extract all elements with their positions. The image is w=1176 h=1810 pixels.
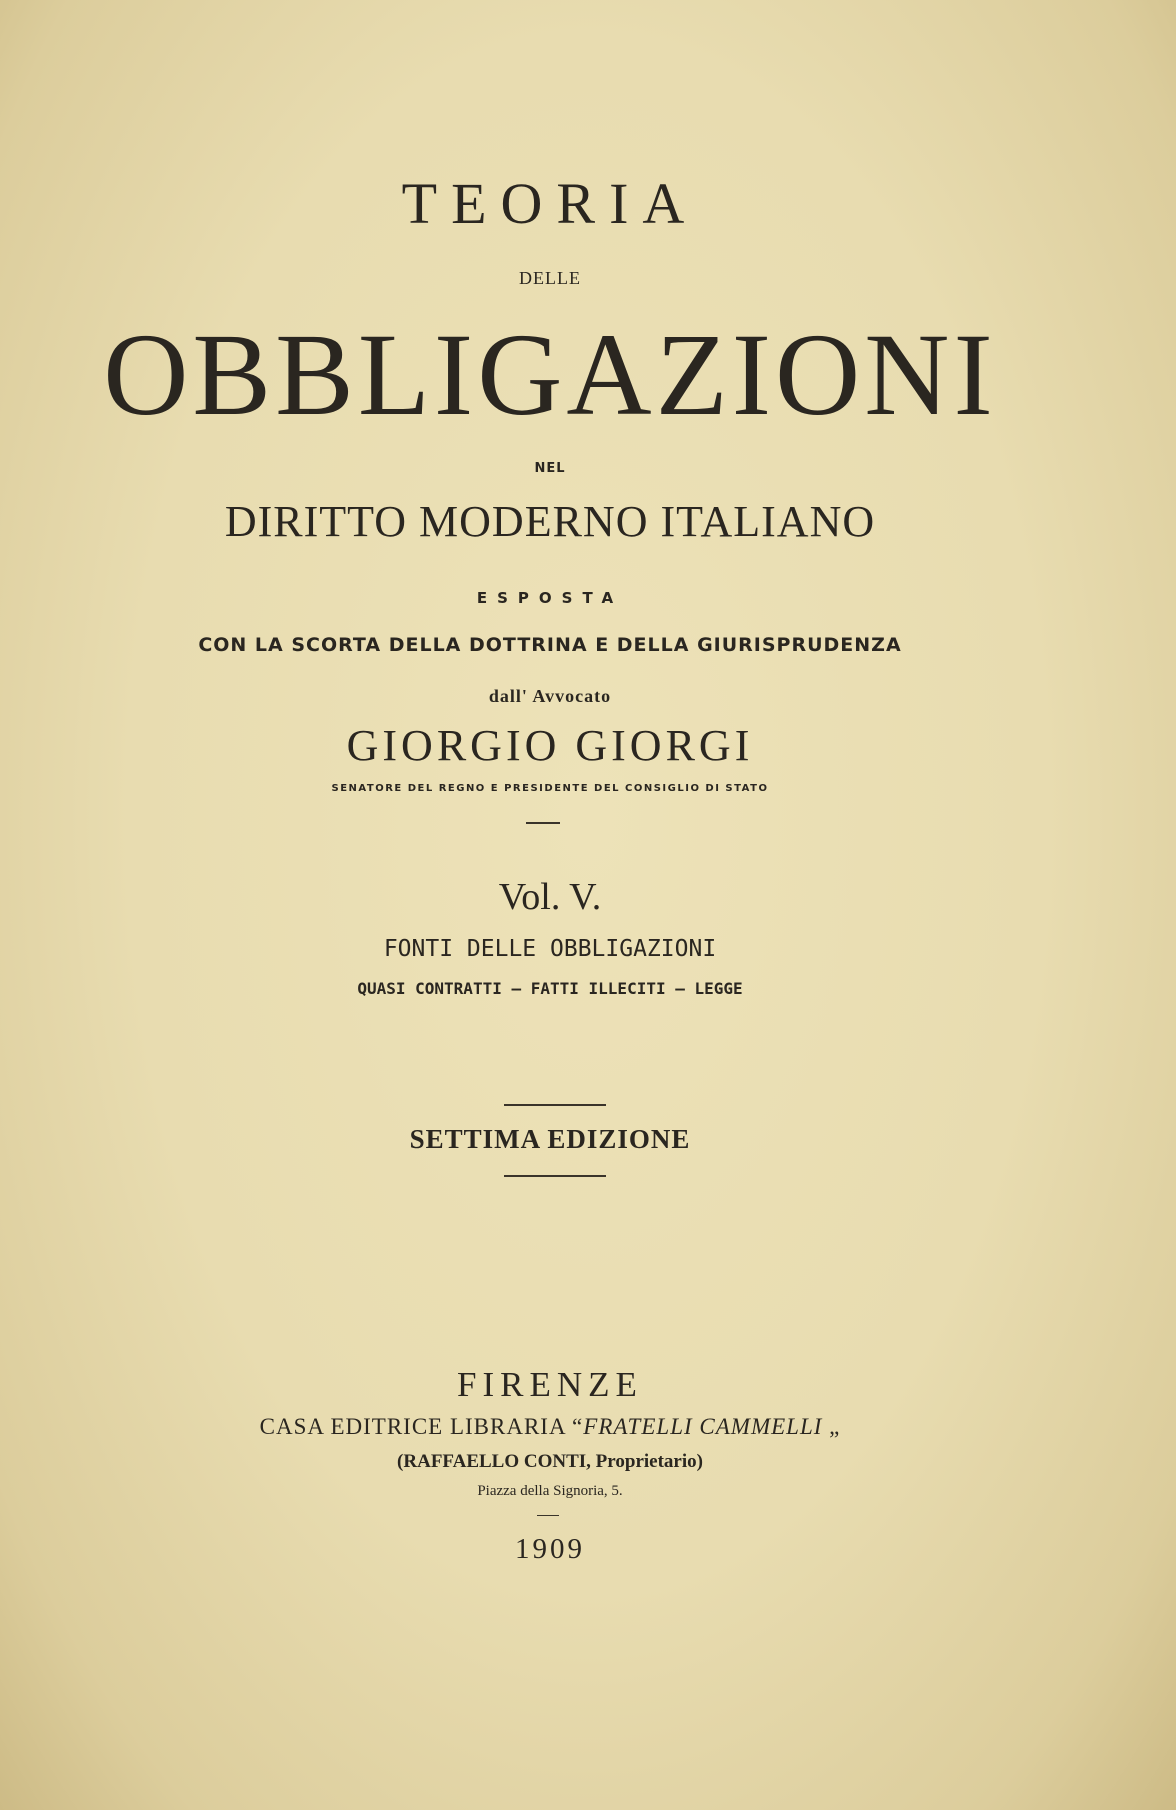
- imprint-publisher: [0, 1414, 1100, 1440]
- edition-rule-top: [504, 1104, 606, 1106]
- connector-delle: DELLE: [519, 268, 581, 288]
- edition: SETTIMA EDIZIONE: [409, 1124, 691, 1154]
- divider-year: [537, 1515, 559, 1516]
- divider-short: [526, 822, 560, 824]
- volume-number: Vol. V.: [498, 876, 602, 918]
- subtitle: DIRITTO MODERNO ITALIANO: [224, 497, 876, 546]
- author-titles: SENATORE DEL REGNO E PRESIDENTE DEL CONSIGLIO DI STATO: [331, 783, 769, 794]
- edition-rule-bottom: [504, 1175, 606, 1177]
- author-prefix: dall' Avvocato: [488, 686, 612, 706]
- imprint-address: Piazza della Signoria, 5.: [477, 1483, 623, 1499]
- description: CON LA SCORTA DELLA DOTTRINA E DELLA GIURISPRUDENZA: [198, 634, 902, 656]
- imprint-city: FIRENZE: [457, 1365, 643, 1404]
- volume-subjects: QUASI CONTRATTI — FATTI ILLECITI — LEGGE: [357, 979, 743, 998]
- imprint-proprietor: (RAFFAELLO CONTI, Proprietario): [397, 1451, 703, 1472]
- connector-nel: NEL: [534, 461, 566, 476]
- publisher-suffix: „: [822, 1414, 841, 1439]
- author-name: GIORGIO GIORGI: [346, 721, 754, 770]
- publisher-prefix: CASA EDITRICE LIBRARIA “: [259, 1414, 584, 1439]
- imprint-year: 1909: [515, 1533, 585, 1565]
- volume-title: FONTI DELLE OBBLIGAZIONI: [383, 936, 717, 962]
- title-top: TEORIA: [401, 171, 699, 236]
- publisher-name: FRATELLI CAMMELLI: [583, 1414, 823, 1439]
- connector-esposta: ESPOSTA: [476, 589, 624, 607]
- main-title: OBBLIGAZIONI: [103, 309, 997, 440]
